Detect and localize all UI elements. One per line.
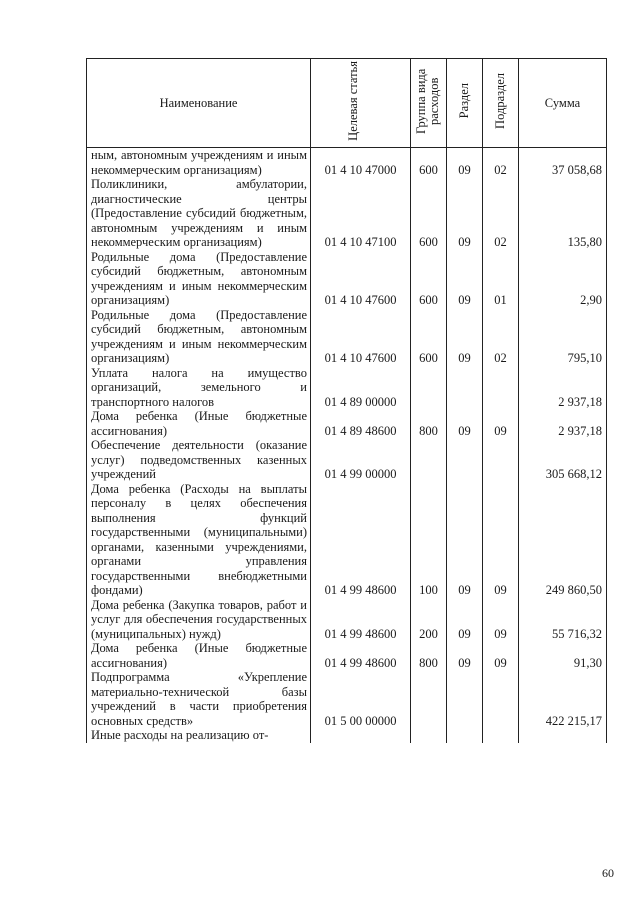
- row-sum: 2 937,18: [519, 409, 607, 438]
- row-section: 09: [447, 641, 483, 670]
- row-section: 09: [447, 177, 483, 250]
- row-name: Обеспечение деятельности (оказание услуг) подведомственных казенных учреждений: [87, 438, 311, 482]
- row-name: Дома ребенка (Иные бюджетные ассигнования): [87, 641, 311, 670]
- row-group: [411, 670, 447, 728]
- table-row: [87, 438, 607, 482]
- row-name: Иные расходы на реализацию от-: [87, 728, 311, 743]
- table-row: [87, 728, 607, 743]
- row-subsection: [483, 670, 519, 728]
- row-subsection: [483, 438, 519, 482]
- table-row: [87, 148, 607, 178]
- row-section: [447, 728, 483, 743]
- row-sum: 305 668,12: [519, 438, 607, 482]
- row-section: 09: [447, 598, 483, 642]
- row-subsection: 09: [483, 409, 519, 438]
- row-target: 01 4 99 00000: [311, 438, 411, 482]
- table-row: [87, 177, 607, 250]
- row-subsection: [483, 366, 519, 410]
- row-group: [411, 728, 447, 743]
- row-section: 09: [447, 308, 483, 366]
- header-section: Раздел: [447, 59, 483, 148]
- row-sum: 55 716,32: [519, 598, 607, 642]
- row-section: [447, 438, 483, 482]
- row-target: 01 4 10 47000: [311, 148, 411, 178]
- row-target: 01 4 89 48600: [311, 409, 411, 438]
- row-name: Родильные дома (Предоставление субсидий бюджетным, автономным учреждениям и иным некоммерческим организациям): [87, 250, 311, 308]
- page-number: 60: [602, 866, 614, 880]
- header-subsection: Подраздел: [483, 59, 519, 148]
- row-target: 01 4 10 47600: [311, 250, 411, 308]
- row-target: 01 4 10 47100: [311, 177, 411, 250]
- row-name: Родильные дома (Предоставление субсидий бюджетным, автономным учреждениям и иным некоммерческим организациям): [87, 308, 311, 366]
- row-group: 100: [411, 482, 447, 598]
- row-group: [411, 366, 447, 410]
- row-sum: 91,30: [519, 641, 607, 670]
- row-sum: 37 058,68: [519, 148, 607, 178]
- table-row: [87, 250, 607, 308]
- row-target: 01 4 10 47600: [311, 308, 411, 366]
- row-group: 600: [411, 308, 447, 366]
- row-sum: 422 215,17: [519, 670, 607, 728]
- row-section: 09: [447, 482, 483, 598]
- row-sum: 249 860,50: [519, 482, 607, 598]
- row-name: Дома ребенка (Иные бюджетные ассигнования): [87, 409, 311, 438]
- row-section: 09: [447, 148, 483, 178]
- row-group: 800: [411, 641, 447, 670]
- row-group: [411, 438, 447, 482]
- row-group: 200: [411, 598, 447, 642]
- table-row: [87, 308, 607, 366]
- row-target: 01 4 99 48600: [311, 641, 411, 670]
- row-name: ным, автономным учреждениям и иным некоммерческим организациям): [87, 148, 311, 178]
- row-group: 600: [411, 250, 447, 308]
- table-row: [87, 598, 607, 642]
- row-sum: [519, 728, 607, 743]
- row-subsection: 09: [483, 598, 519, 642]
- row-name: Уплата налога на имущество организаций, земельного и транспортного налогов: [87, 366, 311, 410]
- row-sum: 2 937,18: [519, 366, 607, 410]
- table-row: [87, 482, 607, 598]
- row-subsection: 01: [483, 250, 519, 308]
- row-group: 600: [411, 148, 447, 178]
- row-target: 01 5 00 00000: [311, 670, 411, 728]
- row-section: 09: [447, 250, 483, 308]
- row-section: [447, 670, 483, 728]
- row-sum: 795,10: [519, 308, 607, 366]
- row-name: Поликлиники, амбулатории, диагностические центры (Предоставление субсидий бюджетным, автономным учреждениям и иным некоммерческим организациям): [87, 177, 311, 250]
- row-group: 600: [411, 177, 447, 250]
- row-target: 01 4 99 48600: [311, 598, 411, 642]
- header-group: Группа вида расходов: [411, 59, 447, 148]
- row-subsection: 02: [483, 148, 519, 178]
- table-row: [87, 670, 607, 728]
- table-row: [87, 366, 607, 410]
- header-target: Целевая статья: [311, 59, 411, 148]
- row-group: 800: [411, 409, 447, 438]
- row-subsection: 02: [483, 177, 519, 250]
- row-subsection: 09: [483, 641, 519, 670]
- row-sum: 2,90: [519, 250, 607, 308]
- row-name: Дома ребенка (Расходы на выплаты персоналу в целях обеспечения выполнения функций государственными (муниципальными) органами, казенными учреждениями, органами управления государственными внебюджетными фондами): [87, 482, 311, 598]
- row-subsection: 09: [483, 482, 519, 598]
- row-target: [311, 728, 411, 743]
- header-name: Наименование: [87, 59, 311, 148]
- row-name: Дома ребенка (Закупка товаров, работ и услуг для обеспечения государственных (муниципальных) нужд): [87, 598, 311, 642]
- row-section: [447, 366, 483, 410]
- row-target: 01 4 89 00000: [311, 366, 411, 410]
- table-row: [87, 641, 607, 670]
- row-target: 01 4 99 48600: [311, 482, 411, 598]
- table-row: [87, 409, 607, 438]
- row-sum: 135,80: [519, 177, 607, 250]
- row-section: 09: [447, 409, 483, 438]
- table-header-row: [87, 59, 607, 148]
- row-subsection: [483, 728, 519, 743]
- header-sum: Сумма: [519, 59, 607, 148]
- budget-table: [86, 58, 607, 743]
- row-name: Подпрограмма «Укрепление материально-технической базы учреждений в части приобретения основных средств»: [87, 670, 311, 728]
- row-subsection: 02: [483, 308, 519, 366]
